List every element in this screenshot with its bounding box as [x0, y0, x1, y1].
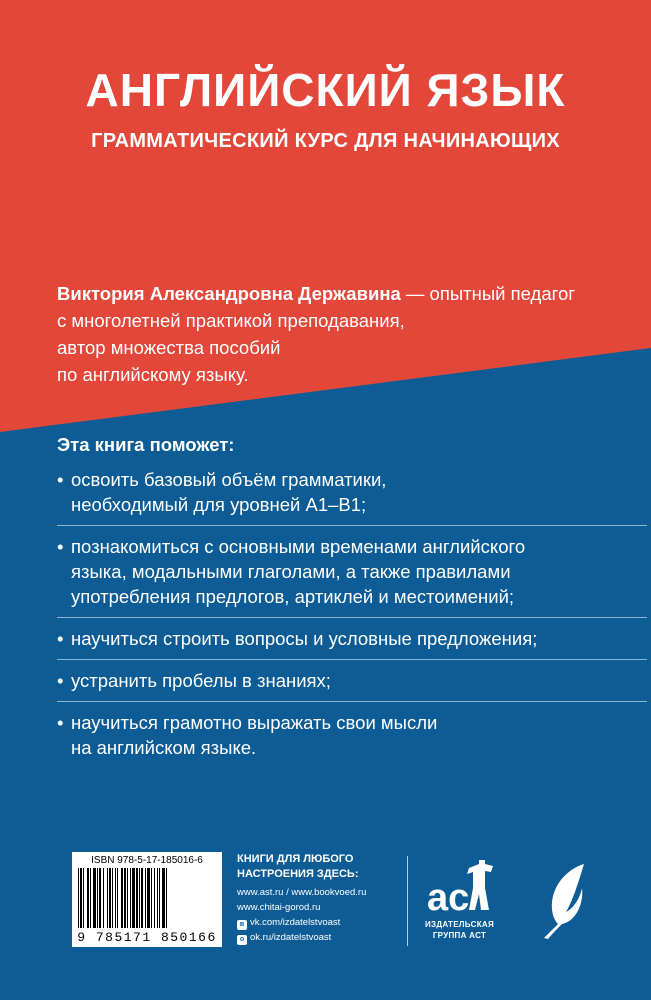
- barcode-bar: [80, 868, 82, 928]
- isbn-label: ISBN 978-5-17-185016-6: [91, 855, 203, 866]
- barcode-bar: [139, 868, 140, 928]
- vk-icon: в: [237, 920, 247, 930]
- list-item-line: на английском языке.: [71, 737, 257, 758]
- author-bio-line-3: автор множества пособий: [57, 337, 281, 358]
- list-item-line: устранить пробелы в знаниях;: [71, 670, 331, 691]
- barcode-bars: [76, 868, 218, 930]
- barcode-bar: [127, 868, 128, 928]
- ok-link-row: [237, 930, 366, 945]
- barcode-bar: [145, 868, 146, 928]
- barcode-bar: [121, 868, 123, 928]
- barcode-bar: [109, 868, 111, 928]
- book-title: АНГЛИЙСКИЙ ЯЗЫК: [85, 64, 566, 116]
- benefits-heading: Эта книга поможет:: [57, 434, 235, 455]
- ean-number: 9 785171 850166: [77, 930, 217, 945]
- benefits-list: [57, 467, 647, 768]
- list-item: [57, 525, 647, 617]
- author-bio: [57, 280, 647, 388]
- publisher-caption-line-1: ИЗДАТЕЛЬСКАЯ: [424, 920, 494, 929]
- vk-link: vk.com/izdatelstvoast: [250, 917, 341, 928]
- list-item-line: познакомиться с основными временами английского: [71, 536, 526, 557]
- barcode-bar: [115, 868, 116, 928]
- barcode-bar: [90, 868, 91, 928]
- barcode-bar: [112, 868, 113, 928]
- list-item-line: освоить базовый объём грамматики,: [71, 469, 387, 490]
- vk-link-row: [237, 915, 366, 930]
- barcode: [72, 852, 222, 947]
- ok-link: ok.ru/izdatelstvoast: [250, 932, 332, 943]
- author-bio-line-1: [57, 280, 647, 307]
- promo-heading-line-1: КНИГИ ДЛЯ ЛЮБОГО: [237, 853, 354, 865]
- ok-icon: о: [237, 935, 247, 945]
- ast-logo-icon: [425, 858, 495, 918]
- divider: [407, 856, 408, 946]
- barcode-bar: [117, 868, 118, 928]
- barcode-bar: [159, 868, 160, 928]
- bullet-icon: •: [57, 670, 64, 691]
- author-bio-line-2: с многолетней практикой преподавания,: [57, 310, 405, 331]
- publisher-caption: [412, 919, 507, 941]
- list-item: [57, 701, 647, 768]
- barcode-bar: [136, 868, 138, 928]
- barcode-bar: [154, 868, 155, 928]
- barcode-bar: [103, 868, 104, 928]
- barcode-bar: [87, 868, 89, 928]
- list-item-line: необходимый для уровней A1–B1;: [71, 494, 367, 515]
- store-links: www.ast.ru / www.bookvoed.ru: [237, 887, 367, 898]
- bullet-icon: •: [57, 712, 64, 733]
- list-item: [57, 467, 647, 525]
- barcode-bar: [107, 868, 108, 928]
- book-subtitle: ГРАММАТИЧЕСКИЙ КУРС ДЛЯ НАЧИНАЮЩИХ: [91, 130, 560, 152]
- author-bio-line-4: по английскому языку.: [57, 364, 249, 385]
- promo-links: [237, 885, 366, 945]
- barcode-bar: [132, 868, 135, 928]
- barcode-bar: [147, 868, 150, 928]
- barcode-bar: [83, 868, 84, 928]
- author-bio-intro: — опытный педагог: [400, 283, 575, 304]
- promo-heading-line-2: НАСТРОЕНИЯ ЗДЕСЬ:: [237, 868, 359, 880]
- barcode-bar: [141, 868, 143, 928]
- quill-icon: [540, 862, 590, 940]
- bullet-icon: •: [57, 628, 64, 649]
- promo-heading: [237, 852, 358, 882]
- svg-text:ac: ac: [427, 877, 470, 918]
- list-item-line: языка, модальными глаголами, а также правилами: [71, 561, 511, 582]
- barcode-bar: [151, 868, 152, 928]
- store-link-chitai-gorod: www.chitai-gorod.ru: [237, 902, 321, 913]
- list-item: [57, 617, 647, 659]
- publisher-caption-line-2: ГРУППА АСТ: [432, 931, 487, 940]
- barcode-bar: [78, 868, 79, 928]
- barcode-bar: [130, 868, 131, 928]
- barcode-bar: [124, 868, 126, 928]
- bullet-icon: •: [57, 536, 64, 557]
- barcode-bar: [93, 868, 96, 928]
- author-name: Виктория Александровна Державина: [57, 283, 401, 304]
- barcode-bar: [166, 868, 167, 928]
- list-item-line: научиться строить вопросы и условные предложения;: [71, 628, 538, 649]
- list-item-line: употребления предлогов, артиклей и местоимений;: [71, 586, 515, 607]
- bullet-icon: •: [57, 469, 64, 490]
- barcode-bar: [97, 868, 98, 928]
- list-item: [57, 659, 647, 701]
- barcode-bar: [157, 868, 158, 928]
- barcode-bar: [99, 868, 101, 928]
- list-item-line: научиться грамотно выражать свои мысли: [71, 712, 438, 733]
- barcode-bar: [162, 868, 165, 928]
